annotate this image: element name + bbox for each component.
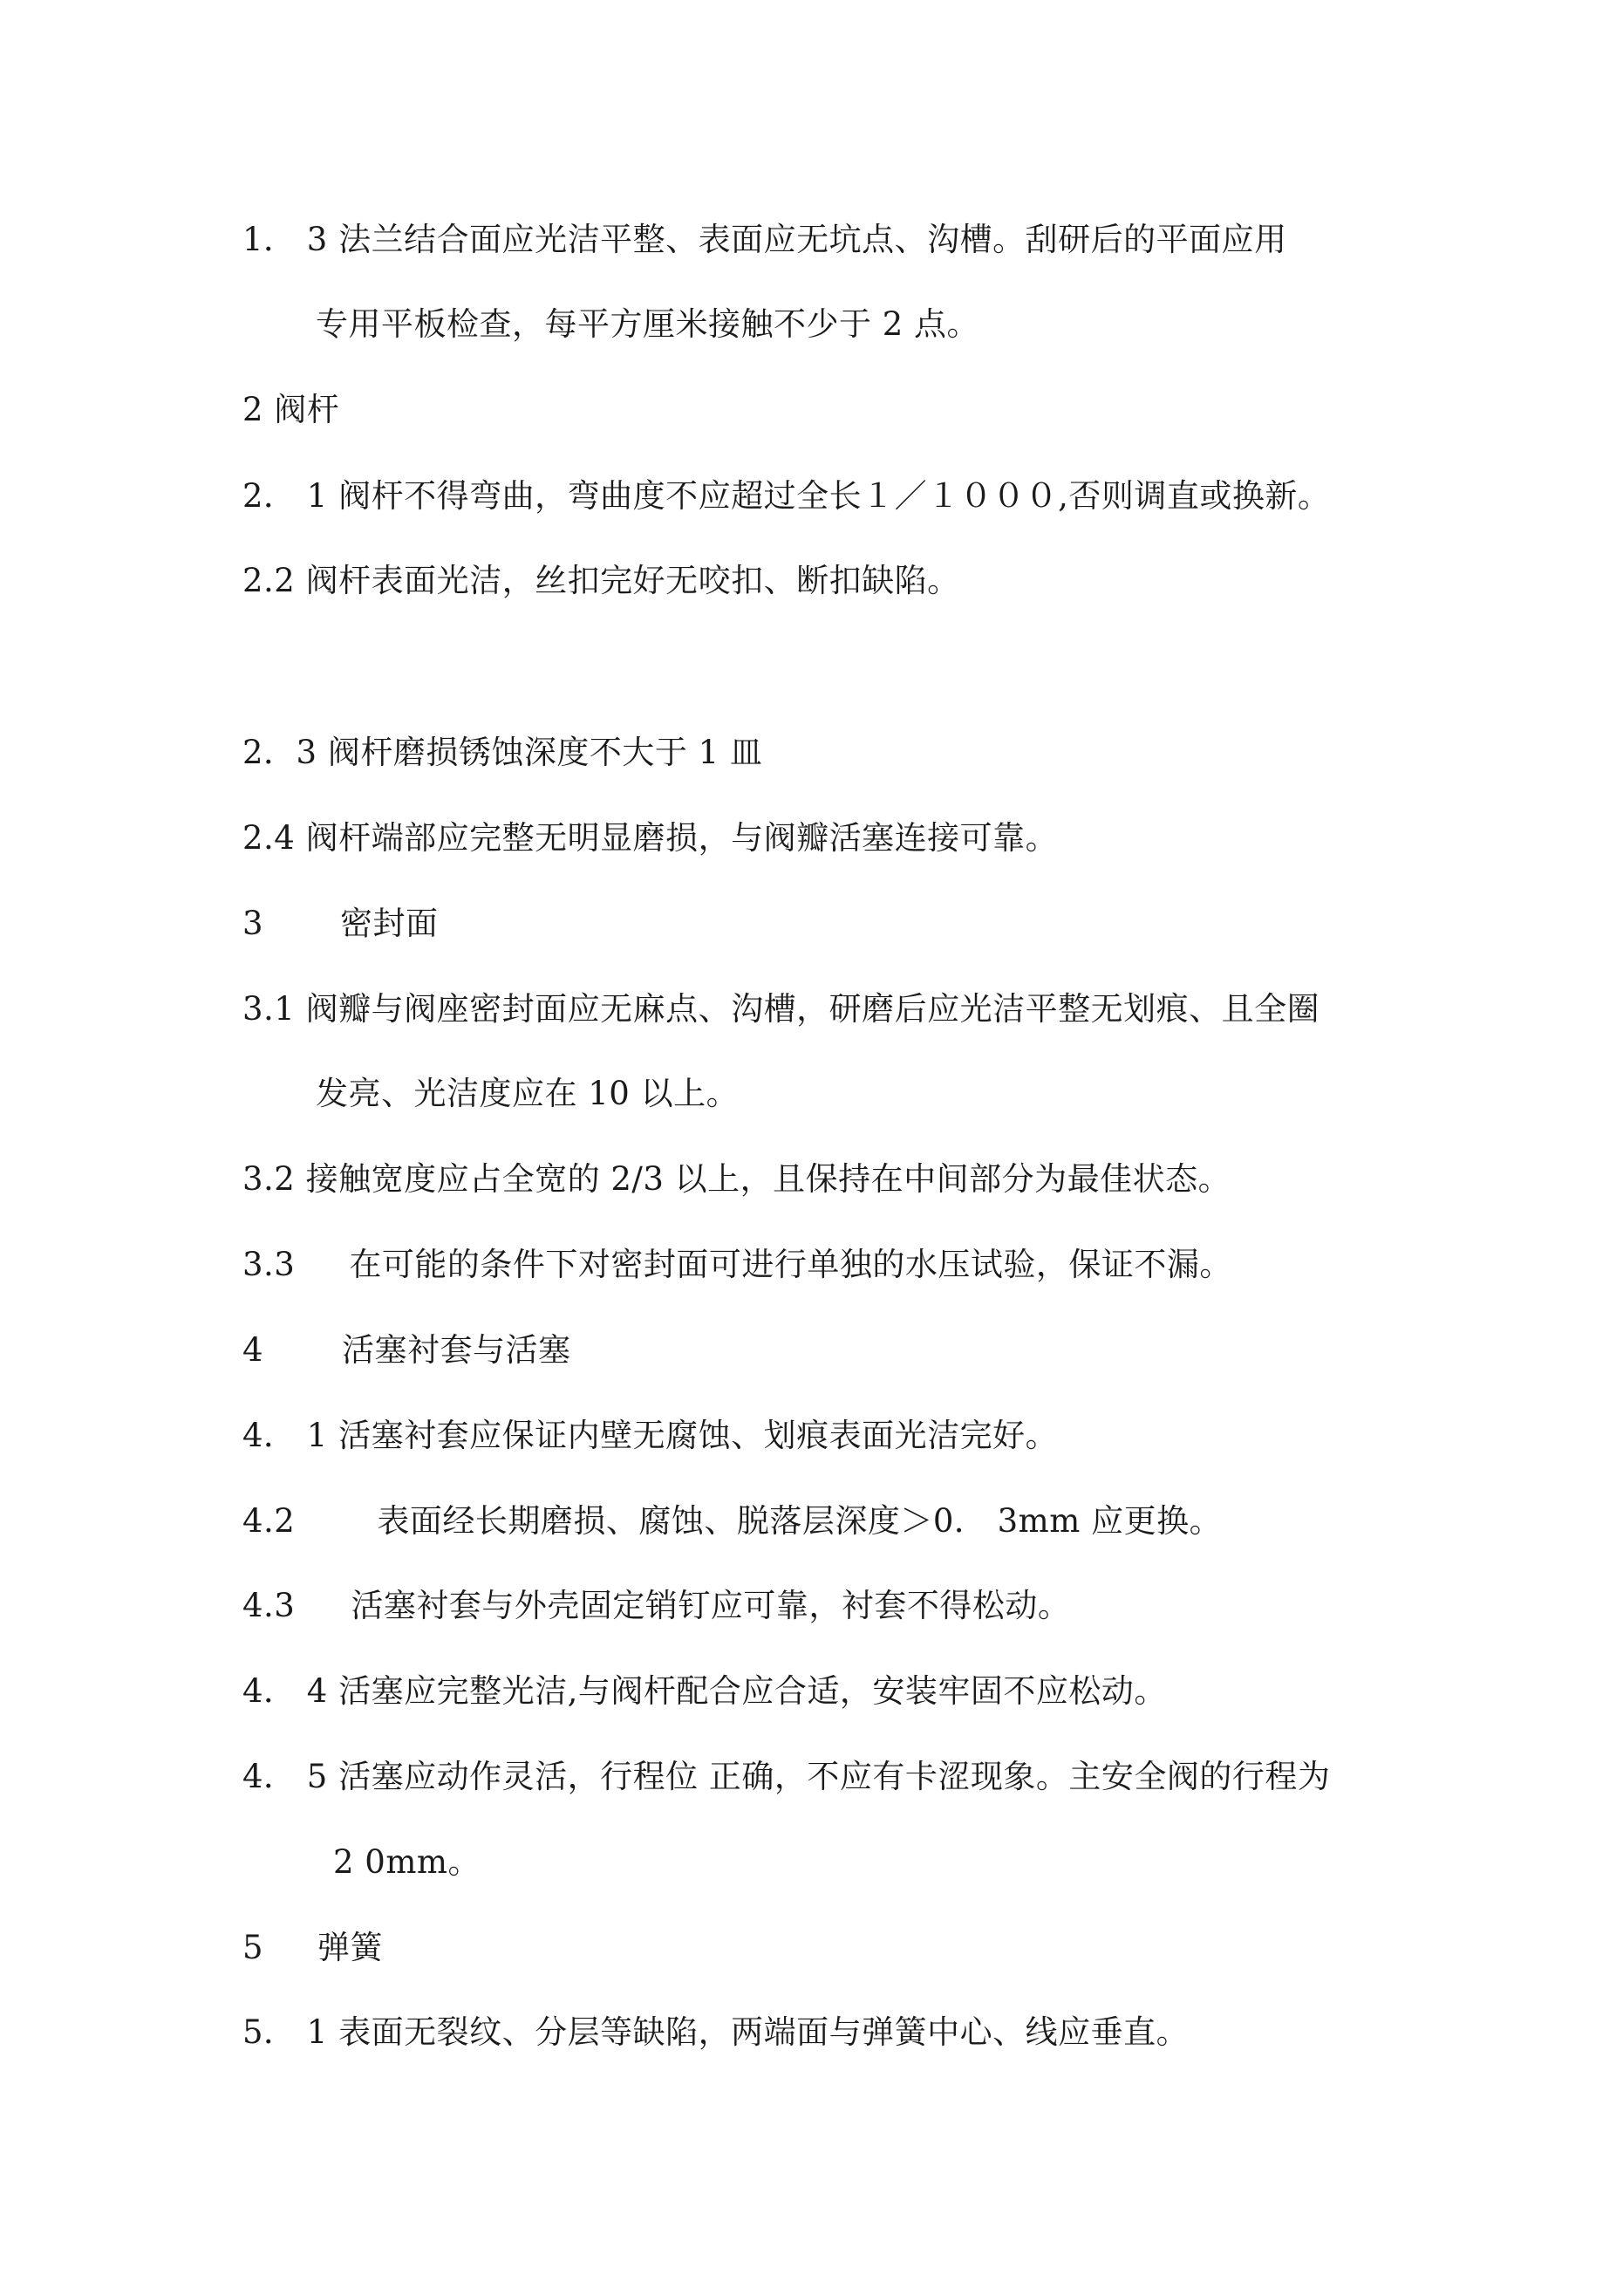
text-line: 2.2 阀杆表面光洁，丝扣完好无咬扣、断扣缺陷。: [242, 562, 960, 599]
text-line: 4． 5 活塞应动作灵活，行程位 正确，不应有卡涩现象。主安全阀的行程为: [242, 1758, 1331, 1795]
text-line: [242, 1501, 1222, 1541]
text-line: [242, 1245, 1232, 1285]
text-line: 1． 3 法兰结合面应光洁平整、表面应无坑点、沟槽。刮研后的平面应用: [242, 221, 1287, 258]
text-line: 发亮、光洁度应在 10 以上。: [316, 1075, 740, 1112]
item-number: 4.3: [242, 1587, 296, 1624]
text-line: 专用平板检查，每平方厘米接触不少于 2 点。: [316, 305, 980, 343]
section-heading: [242, 1928, 383, 1968]
section-title: 密封面: [340, 905, 439, 942]
text-line: 2.4 阀杆端部应完整无明显磨损，与阀瓣活塞连接可靠。: [242, 819, 1059, 857]
text-line: 4． 4 活塞应完整光洁,与阀杆配合应合适，安装牢固不应松动。: [242, 1672, 1167, 1710]
text-line: [242, 1586, 1070, 1626]
text-line: 2．3 阀杆磨损锈蚀深度不大于 1 皿: [242, 734, 763, 771]
item-number: 4.2: [242, 1502, 296, 1540]
section-title: 弹簧: [317, 1929, 384, 1966]
item-text: 表面经长期磨损、腐蚀、脱落层深度＞0． 3mm 应更换。: [377, 1502, 1223, 1540]
section-heading: [242, 1330, 571, 1370]
section-number: 5: [242, 1929, 264, 1966]
text-line: 5． 1 表面无裂纹、分层等缺陷，两端面与弹簧中心、线应垂直。: [242, 2013, 1190, 2051]
text-line: 3.1 阀瓣与阀座密封面应无麻点、沟槽，研磨后应光洁平整无划痕、且全圈: [242, 990, 1320, 1028]
section-number: 4: [242, 1331, 264, 1369]
item-text: 活塞衬套与外壳固定销钉应可靠，衬套不得松动。: [351, 1587, 1071, 1624]
section-heading: 2 阀杆: [242, 391, 340, 428]
item-text: 在可能的条件下对密封面可进行单独的水压试验，保证不漏。: [349, 1246, 1232, 1283]
text-line: 2． 1 阀杆不得弯曲，弯曲度不应超过全长１／１０００,否则调直或换新。: [242, 477, 1331, 515]
section-heading: [242, 904, 439, 944]
text-line: 4． 1 活塞衬套应保证内壁无腐蚀、划痕表面光洁完好。: [242, 1417, 1059, 1454]
text-line: 3.2 接触宽度应占全宽的 2/3 以上，且保持在中间部分为最佳状态。: [242, 1160, 1231, 1198]
text-line: 2 0mm。: [333, 1843, 481, 1881]
section-title: 活塞衬套与活塞: [342, 1331, 571, 1369]
section-number: 3: [242, 905, 264, 942]
item-number: 3.3: [242, 1246, 296, 1283]
